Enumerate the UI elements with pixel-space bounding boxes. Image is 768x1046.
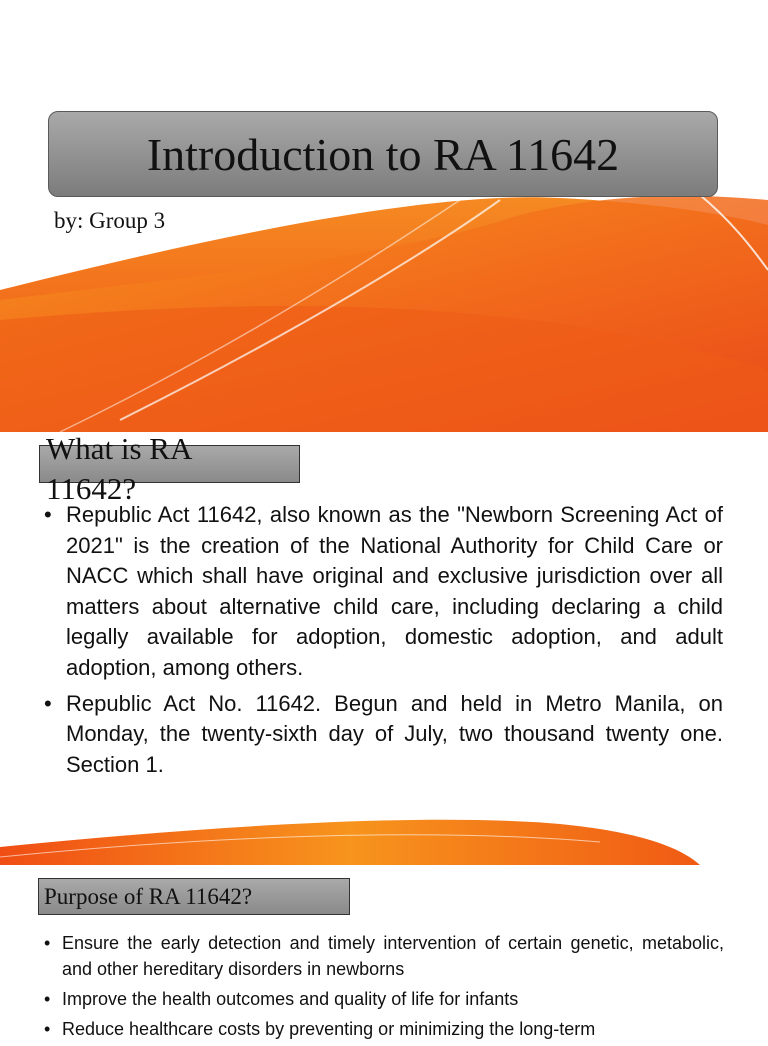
bullet-icon: • bbox=[44, 690, 52, 716]
what-is-slide bbox=[0, 432, 768, 865]
bullet-icon: • bbox=[44, 933, 51, 953]
bullet-list bbox=[44, 500, 723, 785]
bullet-icon: • bbox=[44, 1019, 51, 1039]
list-item: • Reduce healthcare costs by preventing or minimizing the long-term bbox=[62, 1016, 724, 1042]
title-slide bbox=[0, 0, 768, 432]
section-heading: Purpose of RA 11642? bbox=[44, 884, 253, 909]
bullet-icon: • bbox=[44, 989, 51, 1009]
bullet-list bbox=[44, 930, 724, 1046]
section-heading: What is RA 11642? bbox=[46, 431, 191, 506]
list-item: • Republic Act 11642, also known as the "Newborn Screening Act of 2021" is the creation of the National Authority for Child Care or NACC which shall have original and exclusive jurisdiction over all matters about alternative child care, including declaring a child legally available for adoption, domestic adoption, and adult adoption, among others. bbox=[44, 502, 723, 680]
section-heading-box bbox=[38, 878, 350, 915]
slide-title: Introduction to RA 11642 bbox=[146, 128, 620, 180]
section-heading-box bbox=[39, 431, 300, 506]
slide-subtitle: by: Group 3 bbox=[54, 208, 166, 233]
list-item: • Republic Act No. 11642. Begun and held in Metro Manila, on Monday, the twenty-sixth day of July, two thousand twenty one. Section 1. bbox=[44, 690, 723, 777]
title-box bbox=[48, 111, 718, 197]
purpose-slide bbox=[0, 865, 768, 1039]
list-item: • Improve the health outcomes and quality of life for infants bbox=[62, 986, 724, 1012]
bullet-icon: • bbox=[44, 502, 52, 527]
list-item: • Ensure the early detection and timely intervention of certain genetic, metabolic, and other hereditary disorders in newborns bbox=[62, 930, 724, 982]
